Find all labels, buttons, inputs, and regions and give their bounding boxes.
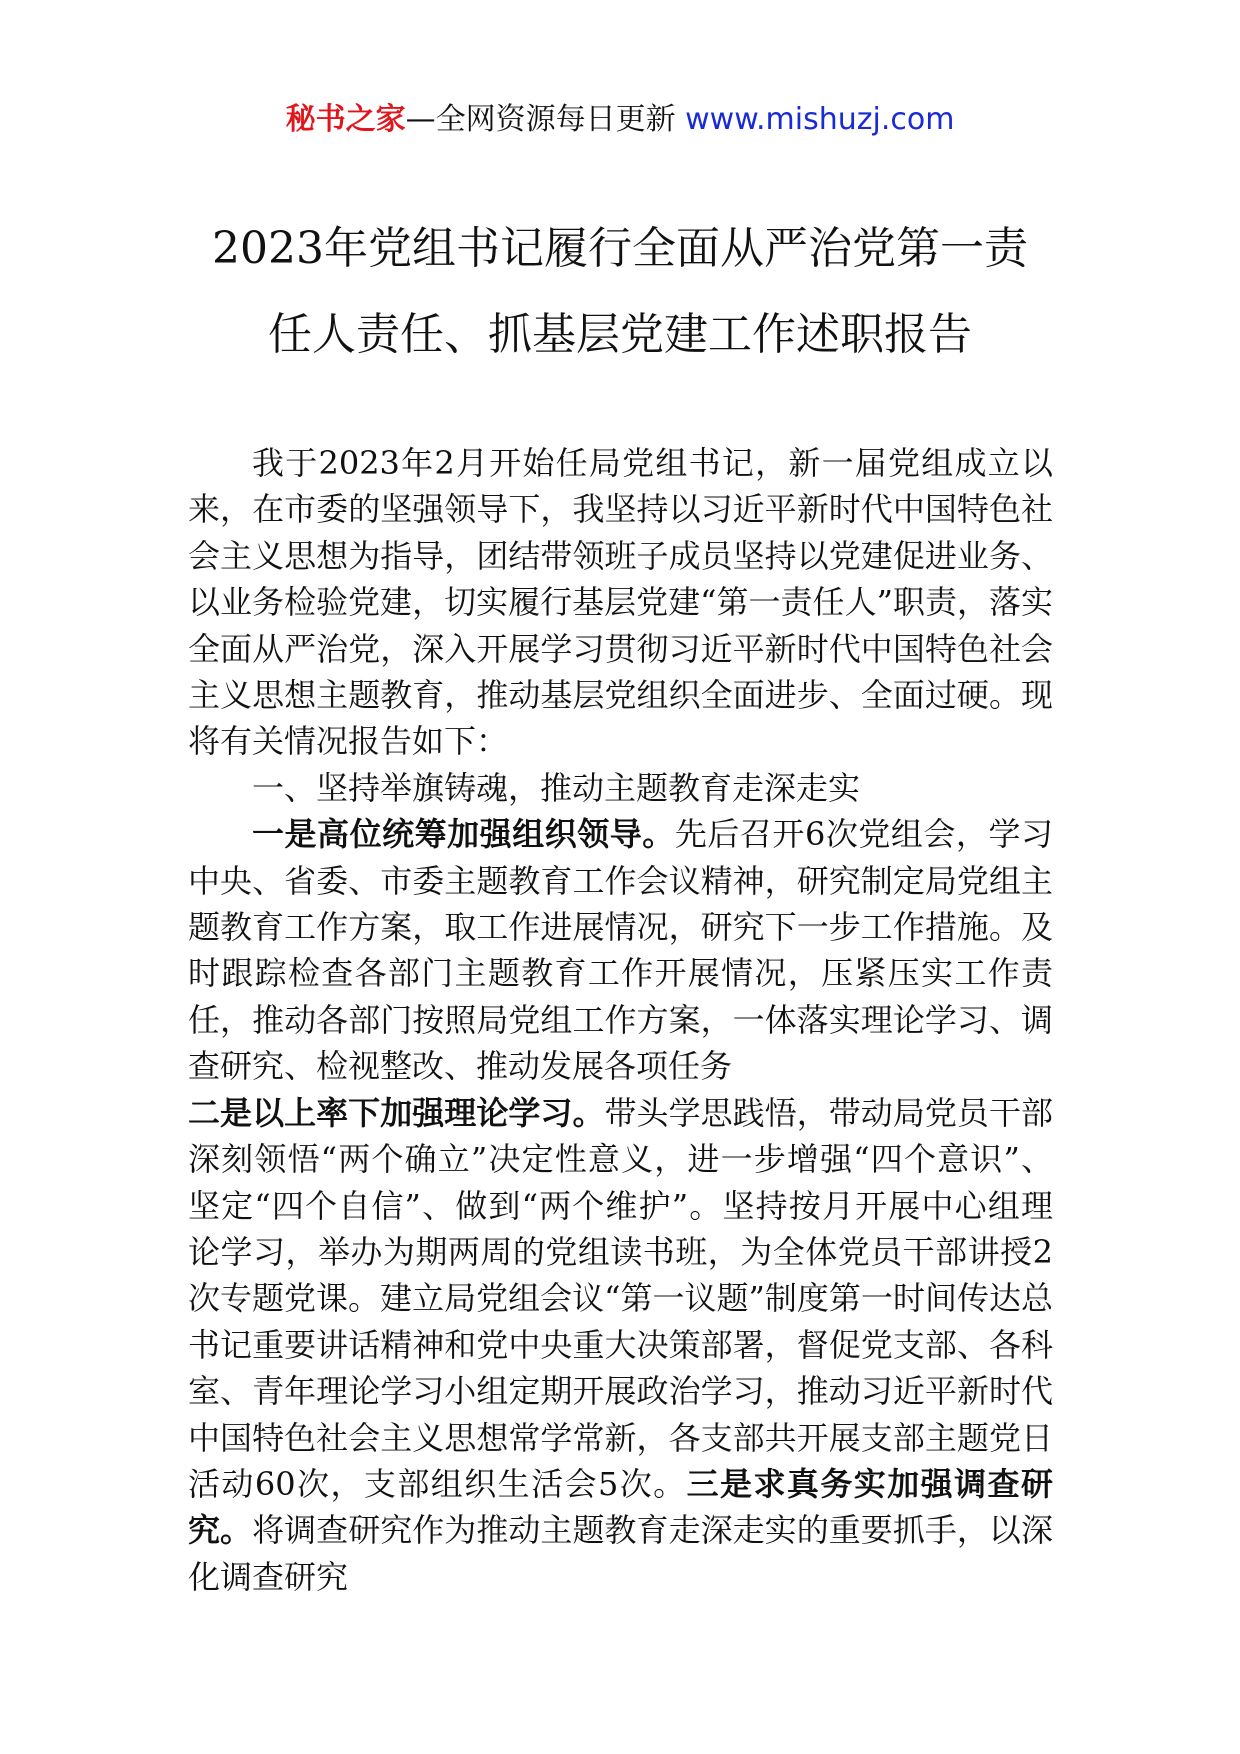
website-link[interactable]: www.mishuzj.com: [685, 102, 955, 137]
section-heading-1: 一、坚持举旗铸魂，推动主题教育走深走实: [252, 768, 861, 807]
point-3-lead: 三是求真务实加强调查研究。: [188, 1464, 1053, 1550]
title-line-1: 2023年党组书记履行全面从严治党第一责: [212, 223, 1028, 274]
point-1-lead: 一是高位统筹加强组织领导。: [252, 815, 675, 854]
header-tagline: —全网资源每日更新: [405, 102, 686, 137]
point-2-paragraph: [188, 1090, 1053, 1600]
intro-paragraph: 我于2023年2月开始任局党组书记，新一届党组成立以来，在市委的坚强领导下，我坚持以习近平新时代中国特色社会主义思想为指导，团结带领班子成员坚持以党建促进业务、以业务检验党建，切实履行基层党建“第一责任人”职责，落实全面从严治党，深入开展学习贯彻习近平新时代中国特色社会主义思想主题教育，推动基层党组织全面进步、全面过硬。现将有关情况报告如下：: [188, 444, 1053, 761]
point-2-text: 带头学思践悟，带动局党员干部深刻领悟“两个确立”决定性意义，进一步增强“四个意识”、坚定“四个自信”、做到“两个维护”。坚持按月开展中心组理论学习，举办为期两周的党组读书班，为全体党员干部讲授2次专题党课。建立局党组会议“第一议题”制度第一时间传达总书记重要讲话精神和党中央重大决策部署，督促党支部、各科室、青年理论学习小组定期开展政治学习，推动习近平新时代中国特色社会主义思想常学常新，各支部共开展支部主题党日活动60次，支部组织生活会5次。: [188, 1093, 1053, 1503]
point-3-text: 将调查研究作为推动主题教育走深走实的重要抓手，以深化调查研究: [188, 1511, 1053, 1596]
document-title: [150, 206, 1090, 378]
point-2-lead: 二是以上率下加强理论学习。: [188, 1093, 605, 1132]
point-1-paragraph: [188, 811, 1053, 1089]
page-header: [0, 100, 1240, 140]
point-1-text: 先后召开6次党组会，学习中央、省委、市委主题教育工作会议精神，研究制定局党组主题教育工作方案，取工作进展情况，研究下一步工作措施。及时跟踪检查各部门主题教育工作开展情况，压紧压实工作责任，推动各部门按照局党组工作方案，一体落实理论学习、调查研究、检视整改、推动发展各项任务: [188, 815, 1053, 1086]
title-line-2: 任人责任、抓基层党建工作述职报告: [268, 309, 972, 360]
document-body: [188, 440, 1053, 1600]
brand-name: 秘书之家: [285, 102, 406, 137]
